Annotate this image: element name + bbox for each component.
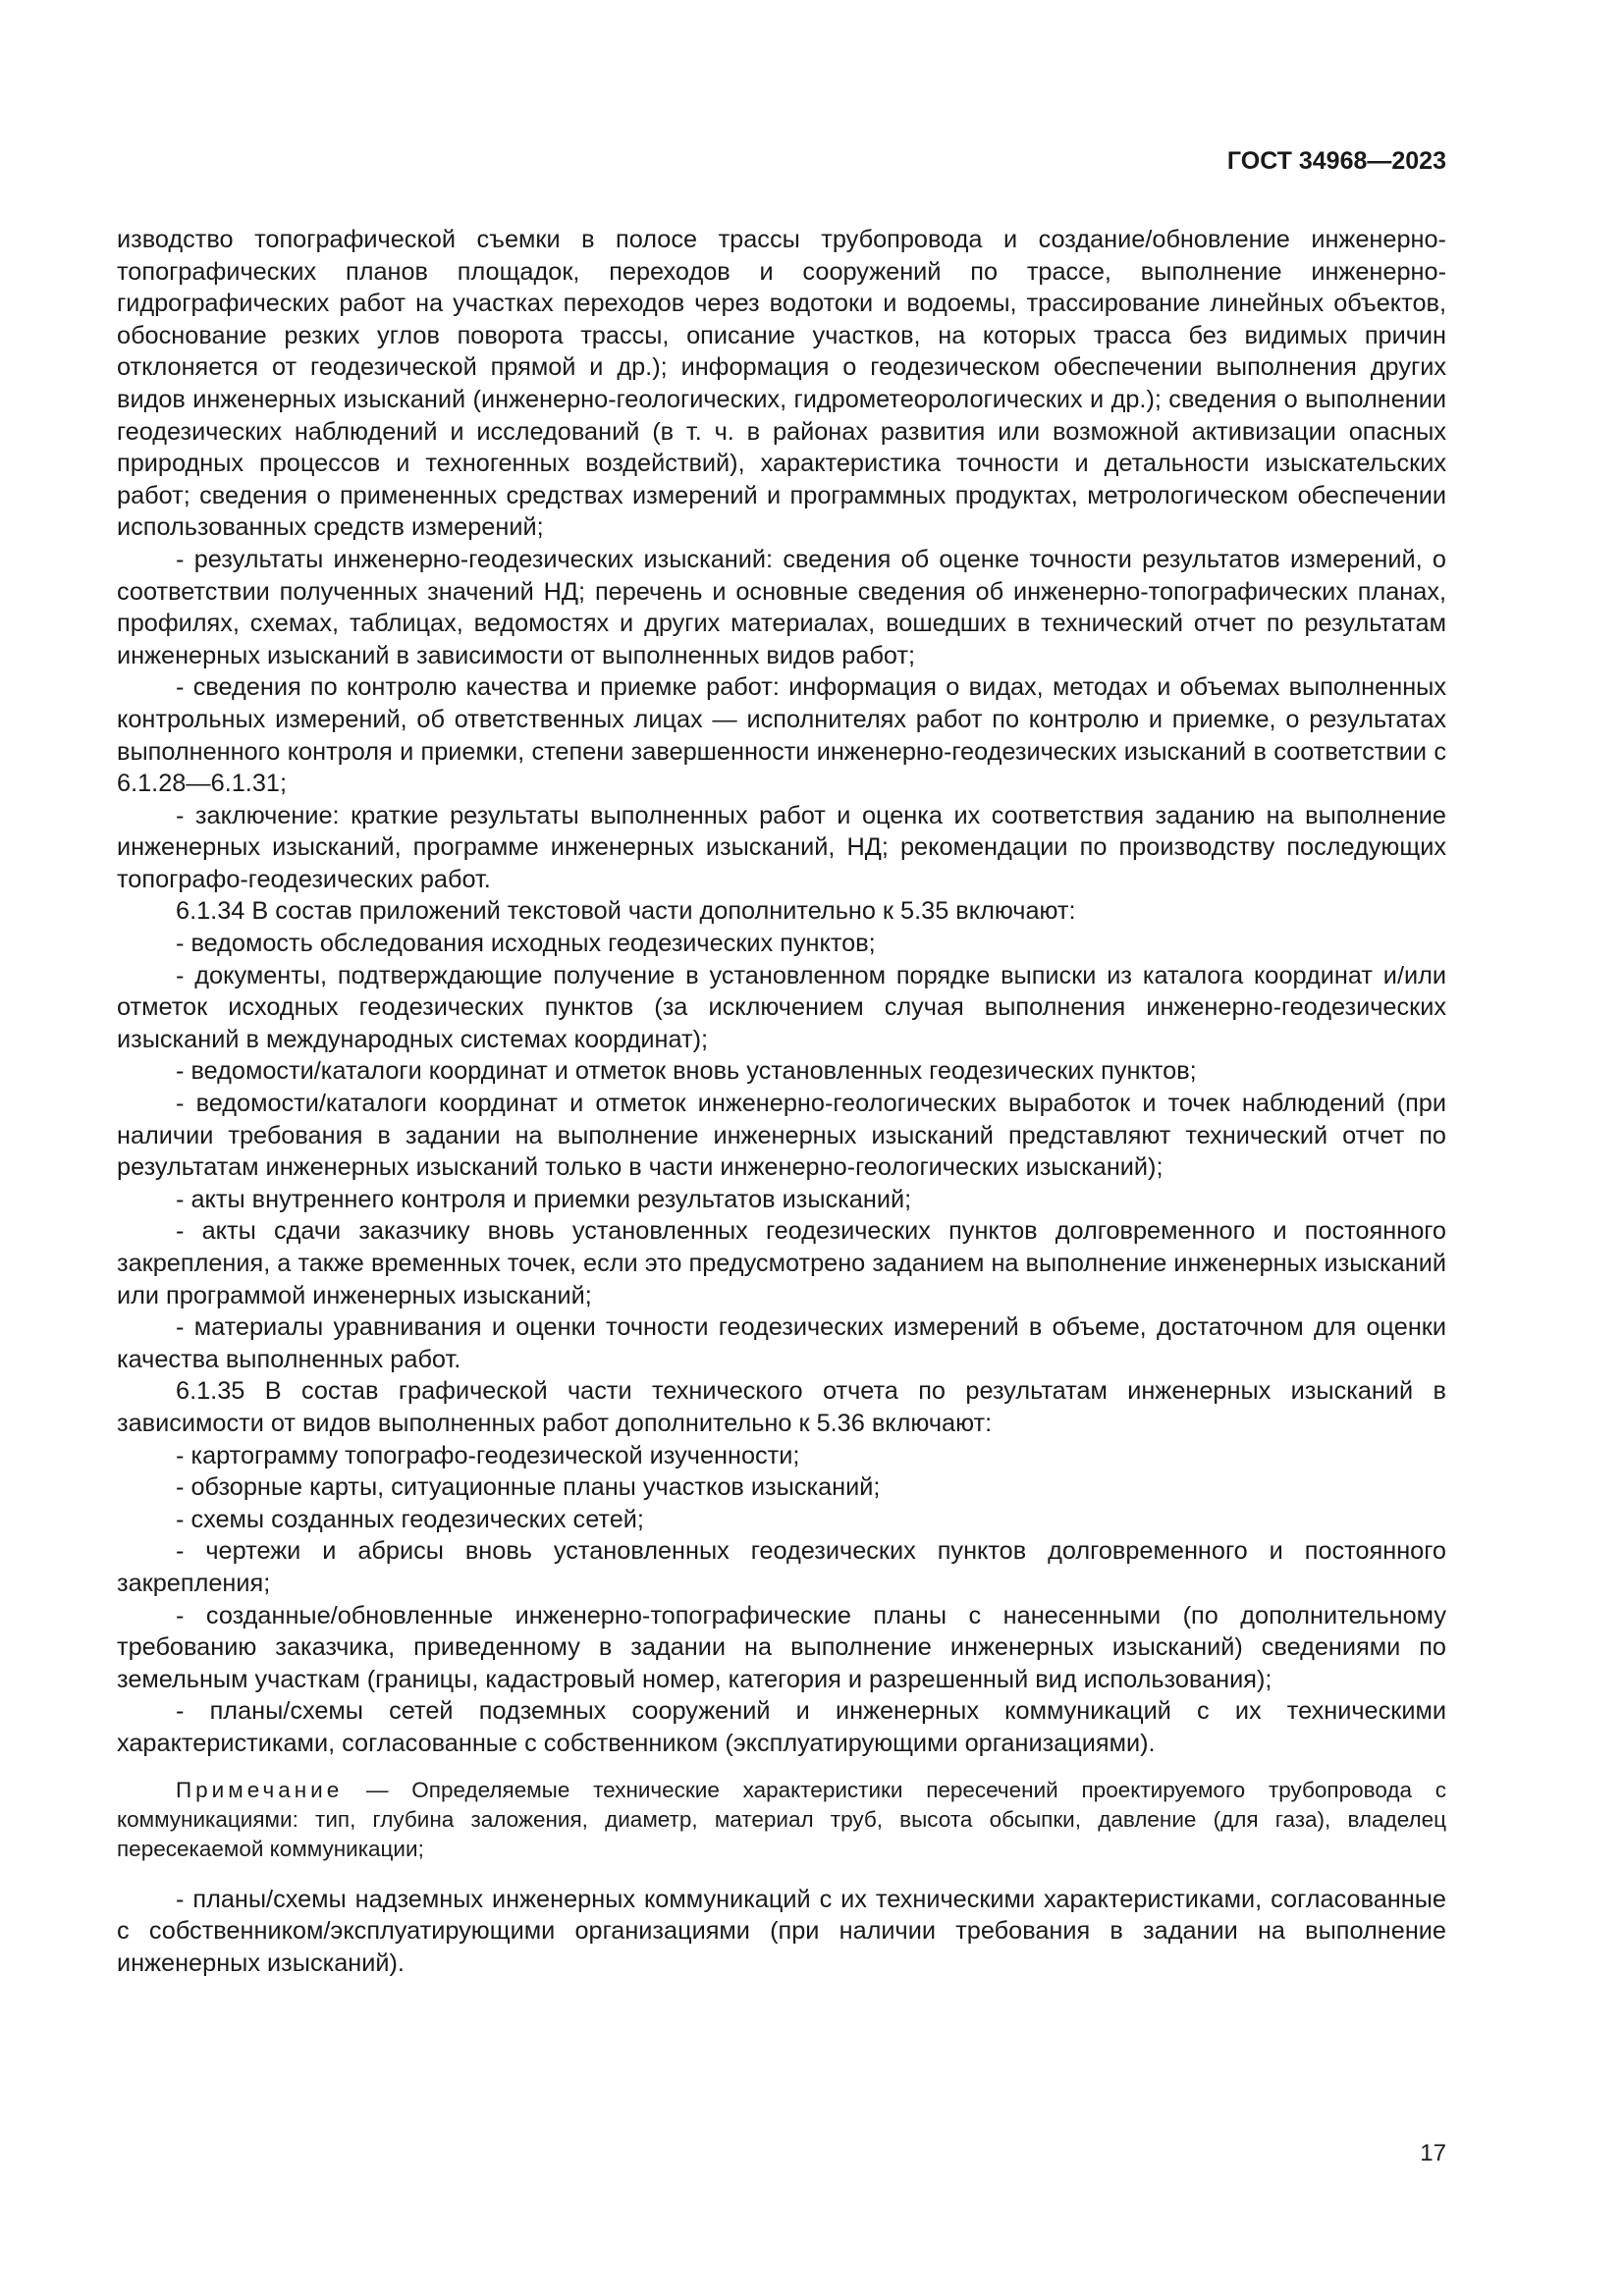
note-block xyxy=(117,1776,1446,1864)
document-body xyxy=(117,224,1446,1979)
list-item: - картограмму топографо-геодезической изученности; xyxy=(176,1441,800,1469)
list-item: - чертежи и абрисы вновь установленных геодезических пунктов долговременного и постоянного закрепления; xyxy=(117,1537,1446,1597)
note-text: — Определяемые технические характеристики пересечений проектируемого трубопровода с коммуникациями: тип, глубина заложения, диаметр, материал труб, высота обсыпки, давление (для газа), владелец пересекаемой коммуникации; xyxy=(117,1777,1446,1861)
list-item: - обзорные карты, ситуационные планы участков изысканий; xyxy=(176,1473,881,1502)
list-item: - заключение: краткие результаты выполненных работ и оценка их соответствия заданию на выполнение инженерных изысканий, программе инженерных изысканий, НД; рекомендации по производству последующих топографо-геодезических работ. xyxy=(117,801,1446,893)
list-item: - документы, подтверждающие получение в установленном порядке выписки из каталога координат и/или отметок исходных геодезических пунктов (за исключением случая выполнения инженерно-геодезических изысканий в международных системах координат); xyxy=(117,961,1446,1053)
list-item: - ведомости/каталоги координат и отметок инженерно-геологических выработок и точек наблюдений (при наличии требования в задании на выполнение инженерных изысканий представляют технический отчет по результатам инженерных изысканий только в части инженерно-геологических изысканий); xyxy=(117,1090,1446,1182)
list-item: - созданные/обновленные инженерно-топографические планы с нанесенными (по дополнительному требованию заказчика, приведенному в задании на выполнение инженерных изысканий) сведениями по земельным участкам (границы, кадастровый номер, категория и разрешенный вид использования); xyxy=(117,1601,1446,1693)
list-item: - ведомость обследования исходных геодезических пунктов; xyxy=(176,930,876,958)
list-item: - сведения по контролю качества и приемке работ: информация о видах, методах и объемах выполненных контрольных измерений, об ответственных лицах — исполнителях работ по контролю и приемке, о результатах выполненного контроля и приемки, степени завершенности инженерно-геодезических изысканий в соответствии с 6.1.28—6.1.31; xyxy=(117,673,1446,798)
page-number: 17 xyxy=(1420,2140,1446,2166)
list-item: - акты сдачи заказчику вновь установленных геодезических пунктов долговременного и постоянного закрепления, а также временных точек, если это предусмотрено заданием на выполнение инженерных изысканий или программой инженерных изысканий; xyxy=(117,1217,1446,1309)
list-item: - материалы уравнивания и оценки точности геодезических измерений в объеме, достаточном для оценки качества выполненных работ. xyxy=(117,1313,1446,1373)
document-code-header: ГОСТ 34968—2023 xyxy=(1226,147,1446,175)
list-item: - акты внутреннего контроля и приемки результатов изысканий; xyxy=(176,1185,912,1213)
list-item: - ведомости/каталоги координат и отметок вновь установленных геодезических пунктов; xyxy=(176,1057,1197,1086)
list-item: - планы/схемы сетей подземных сооружений и инженерных коммуникаций с их техническими характеристиками, согласованные с собственником (эксплуатирующими организациями). xyxy=(117,1697,1446,1757)
note-label: Примечание xyxy=(176,1777,344,1802)
clause-6-1-35: 6.1.35 В состав графической части технического отчета по результатам инженерных изысканий в зависимости от видов выполненных работ дополнительно к 5.36 включают: xyxy=(117,1377,1446,1437)
clause-6-1-34: 6.1.34 В состав приложений текстовой части дополнительно к 5.35 включают: xyxy=(176,897,1076,926)
list-item: - планы/схемы надземных инженерных коммуникаций с их техническими характеристиками, согласованные с собственником/эксплуатирующими организациями (при наличии требования в задании на выполнение инженерных изысканий). xyxy=(117,1885,1446,1977)
paragraph: изводство топографической съемки в полосе трассы трубопровода и создание/обновление инженерно-топографических планов площадок, переходов и сооружений по трассе, выполнение инженерно-гидрографических работ на участках переходов через водотоки и водоемы, трассирование линейных объектов, обоснование резких углов поворота трассы, описание участков, на которых трасса без видимых причин отклоняется от геодезической прямой и др.); информация о геодезическом обеспечении выполнения других видов инженерных изысканий (инженерно-геологических, гидрометеорологических и др.); сведения о выполнении геодезических наблюдений и исследований (в т. ч. в районах развития или возможной активизации опасных природных процессов и техногенных воздействий), характеристика точности и детальности изыскательских работ; сведения о примененных средствах измерений и программных продуктах, метрологическом обеспечении использованных средств измерений; xyxy=(117,226,1446,542)
list-item: - результаты инженерно-геодезических изысканий: сведения об оценке точности результатов измерений, о соответствии полученных значений НД; перечень и основные сведения об инженерно-топографических планах, профилях, схемах, таблицах, ведомостях и других материалах, вошедших в технический отчет по результатам инженерных изысканий в зависимости от выполненных видов работ; xyxy=(117,545,1446,669)
list-item: - схемы созданных геодезических сетей; xyxy=(176,1505,644,1533)
